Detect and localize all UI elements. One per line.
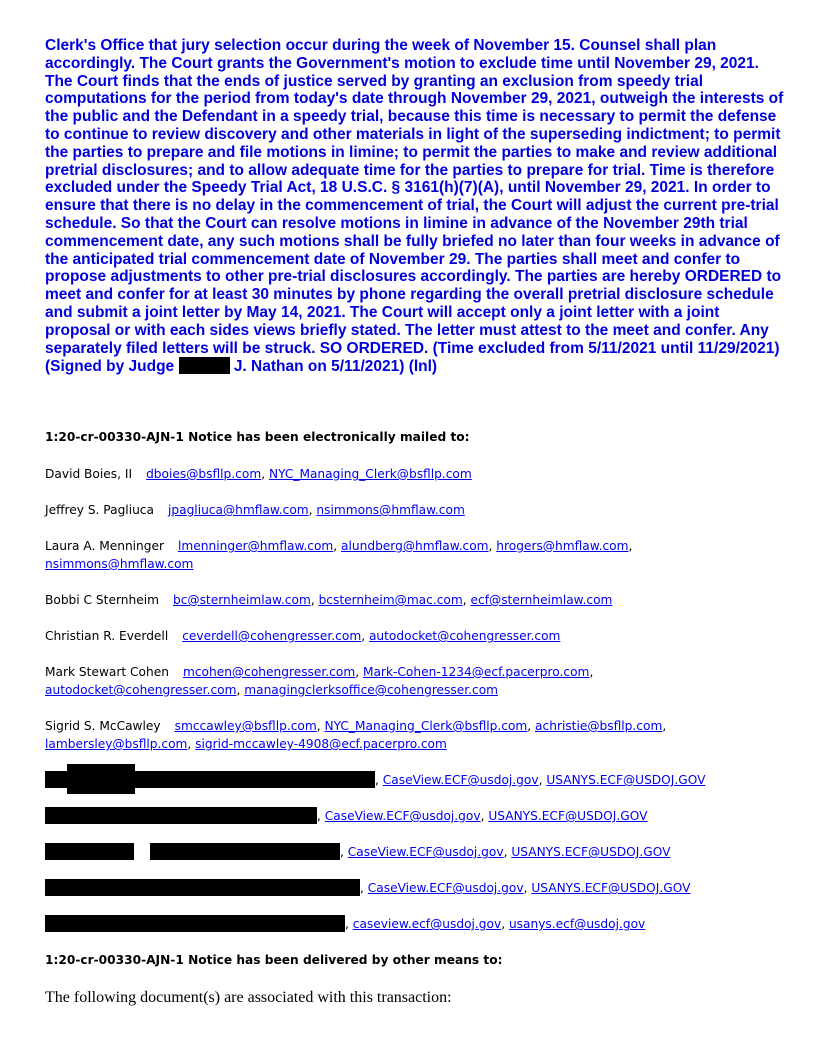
email-link[interactable]: CaseView.ECF@usdoj.gov bbox=[367, 881, 524, 895]
email-link[interactable]: jpagliuca@hmflaw.com bbox=[167, 503, 309, 517]
recipient-row: Jeffrey S. Pagliuca jpagliuca@hmflaw.com, nsimmons@hmflaw.com bbox=[45, 503, 465, 517]
recipient-row: Bobbi C Sternheim bc@sternheimlaw.com, bcsternheim@mac.com, ecf@sternheimlaw.com bbox=[45, 593, 613, 607]
order-text bbox=[45, 37, 785, 376]
email-link[interactable]: Mark-Cohen-1234@ecf.pacerpro.com bbox=[362, 665, 590, 679]
recipient-row: Christian R. Everdell ceverdell@cohengresser.com, autodocket@cohengresser.com bbox=[45, 629, 561, 643]
redaction-block bbox=[45, 843, 134, 860]
judge-name-redaction bbox=[179, 357, 230, 374]
email-link[interactable]: nsimmons@hmflaw.com bbox=[45, 557, 194, 571]
recipient-name: Christian R. Everdell bbox=[45, 629, 169, 643]
email-link[interactable]: alundberg@hmflaw.com bbox=[341, 539, 489, 553]
email-link[interactable]: nsimmons@hmflaw.com bbox=[316, 503, 465, 517]
email-link[interactable]: USANYS.ECF@USDOJ.GOV bbox=[546, 773, 706, 787]
recipient-row: David Boies, II dboies@bsfllp.com, NYC_Managing_Clerk@bsfllp.com bbox=[45, 467, 472, 481]
email-link[interactable]: CaseView.ECF@usdoj.gov bbox=[347, 845, 504, 859]
recipient-row: Sigrid S. McCawley smccawley@bsfllp.com, NYC_Managing_Clerk@bsfllp.com, achristie@bsfllp.com, lambersley@bsfllp.com, sigrid-mccawley-4908@ecf.pacerpro.com bbox=[45, 719, 667, 751]
redaction-block bbox=[45, 915, 345, 932]
email-link[interactable]: autodocket@cohengresser.com bbox=[45, 683, 237, 697]
email-link[interactable]: lmenninger@hmflaw.com bbox=[178, 539, 334, 553]
email-link[interactable]: autodocket@cohengresser.com bbox=[368, 629, 561, 643]
recipient-row: Laura A. Menninger lmenninger@hmflaw.com, alundberg@hmflaw.com, hrogers@hmflaw.com, nsimmons@hmflaw.com bbox=[45, 539, 633, 571]
email-link[interactable]: CaseView.ECF@usdoj.gov bbox=[382, 773, 539, 787]
email-link[interactable]: USANYS.ECF@USDOJ.GOV bbox=[531, 881, 691, 895]
redacted-recipient-row: , caseview.ecf@usdoj.gov, usanys.ecf@usdoj.gov bbox=[45, 915, 785, 933]
recipient-name: David Boies, II bbox=[45, 467, 133, 481]
email-link[interactable]: USANYS.ECF@USDOJ.GOV bbox=[488, 809, 648, 823]
email-link[interactable]: lambersley@bsfllp.com bbox=[45, 737, 188, 751]
email-link[interactable]: managingclerksoffice@cohengresser.com bbox=[244, 683, 499, 697]
order-text-signature: J. Nathan on 5/11/2021) (lnl) bbox=[233, 358, 438, 376]
email-link[interactable]: achristie@bsfllp.com bbox=[535, 719, 663, 733]
redaction-block bbox=[150, 843, 340, 860]
redacted-recipient-row: , CaseView.ECF@usdoj.gov, USANYS.ECF@USDOJ.GOV bbox=[45, 771, 785, 789]
email-link[interactable]: CaseView.ECF@usdoj.gov bbox=[324, 809, 481, 823]
email-link[interactable]: smccawley@bsfllp.com bbox=[174, 719, 317, 733]
emailed-heading: 1:20-cr-00330-AJN-1 Notice has been electronically mailed to: bbox=[45, 430, 470, 444]
recipient-name: Mark Stewart Cohen bbox=[45, 665, 169, 679]
email-link[interactable]: ceverdell@cohengresser.com bbox=[182, 629, 362, 643]
email-link[interactable]: ecf@sternheimlaw.com bbox=[470, 593, 613, 607]
email-link[interactable]: bc@sternheimlaw.com bbox=[172, 593, 311, 607]
redaction-block bbox=[45, 771, 375, 788]
recipient-name: Laura A. Menninger bbox=[45, 539, 165, 553]
redacted-recipient-row: , CaseView.ECF@usdoj.gov, USANYS.ECF@USDOJ.GOV bbox=[45, 843, 785, 861]
recipient-name: Bobbi C Sternheim bbox=[45, 593, 159, 607]
email-link[interactable]: NYC_Managing_Clerk@bsfllp.com bbox=[268, 467, 472, 481]
email-link[interactable]: sigrid-mccawley-4908@ecf.pacerpro.com bbox=[195, 737, 447, 751]
recipient-row: Mark Stewart Cohen mcohen@cohengresser.com, Mark-Cohen-1234@ecf.pacerpro.com, autodocket@cohengresser.com, managingclerksoffice@cohengresser.com bbox=[45, 665, 594, 697]
email-link[interactable]: dboies@bsfllp.com bbox=[146, 467, 262, 481]
email-link[interactable]: USANYS.ECF@USDOJ.GOV bbox=[511, 845, 671, 859]
email-link[interactable]: usanys.ecf@usdoj.gov bbox=[508, 917, 646, 931]
email-link[interactable]: mcohen@cohengresser.com bbox=[182, 665, 356, 679]
other-means-heading: 1:20-cr-00330-AJN-1 Notice has been delivered by other means to: bbox=[45, 953, 503, 967]
email-link[interactable]: bcsternheim@mac.com bbox=[318, 593, 463, 607]
associated-documents-text: The following document(s) are associated with this transaction: bbox=[45, 989, 452, 1006]
email-link[interactable]: hrogers@hmflaw.com bbox=[496, 539, 629, 553]
email-link[interactable]: caseview.ecf@usdoj.gov bbox=[352, 917, 502, 931]
recipient-name: Jeffrey S. Pagliuca bbox=[45, 503, 154, 517]
order-text-main: Clerk's Office that jury selection occur during the week of November 15. Counsel shall plan accordingly. The Court grants the Government's motion to exclude time until November 29, 2021. The Court finds that the ends of justice served by granting an exclusion from speedy trial computations for the period from today's date through November 29, 2021, outweigh the interests of the public and the Defendant in a speedy trial, because this time is necessary to permit the defense to continue to review discovery and other materials in light of the superseding indictment; to permit the parties to prepare and file motions in limine; to permit the parties to make and review additional pretrial disclosures; and to allow adequate time for the parties to prepare for trial. Time is therefore excluded under the Speedy Trial Act, 18 U.S.C. § 3161(h)(7)(A), until November 29, 2021. In order to ensure that there is no delay in the commencement of trial, the Court will adjust the current pre-trial schedule. So that the Court can resolve motions in limine in advance of the November 29th trial commencement date, any such motions shall be fully briefed no later than four weeks in advance of the anticipated trial commencement date of November 29. The parties shall meet and confer to propose adjustments to other pre-trial disclosures accordingly. The parties are hereby ORDERED to meet and confer for at least 30 minutes by phone regarding the overall pretrial disclosure schedule and submit a joint letter by May 14, 2021. The Court will accept only a joint letter with a joint proposal or with each sides views briefly stated. The letter must attest to the meet and confer. Any separately filed letters will be struck. SO ORDERED. (Time excluded from 5/11/2021 until 11/29/2021) (Signed by Judge bbox=[45, 37, 784, 376]
redaction-block bbox=[45, 879, 360, 896]
recipient-name: Sigrid S. McCawley bbox=[45, 719, 161, 733]
redacted-recipient-row: , CaseView.ECF@usdoj.gov, USANYS.ECF@USDOJ.GOV bbox=[45, 879, 785, 897]
redacted-recipient-row: , CaseView.ECF@usdoj.gov, USANYS.ECF@USDOJ.GOV bbox=[45, 807, 785, 825]
email-link[interactable]: NYC_Managing_Clerk@bsfllp.com bbox=[324, 719, 528, 733]
redaction-block bbox=[45, 807, 317, 824]
